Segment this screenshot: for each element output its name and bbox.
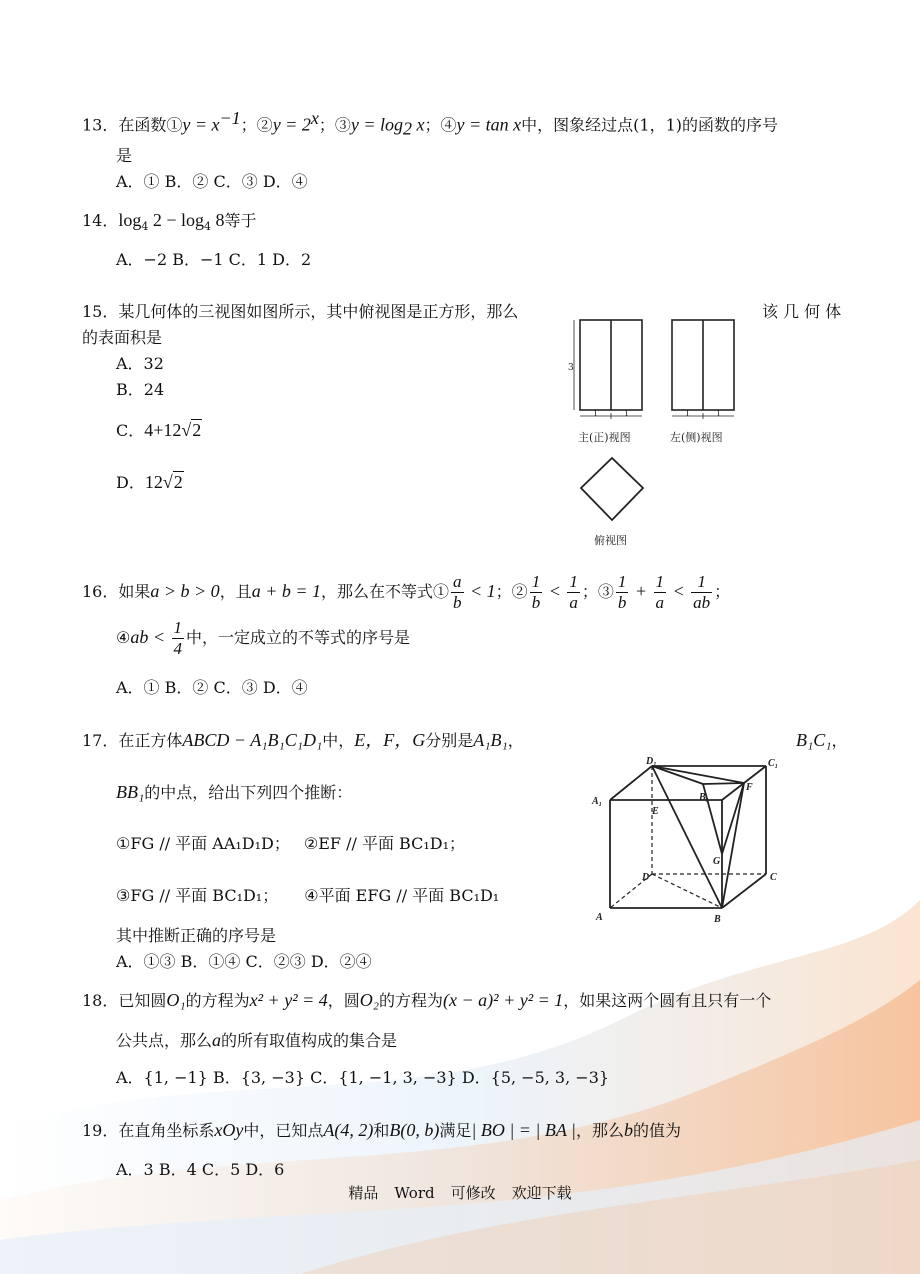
point-F: F — [746, 782, 753, 793]
q15-option-d: D．12√2 — [116, 472, 183, 492]
q18-options: A．{1, −1} B．{3, −3} C．{1, −1, 3, −3} D．{5, −5, 3, −3} — [116, 1068, 610, 1087]
q17-stem-right: B₁C₁， — [796, 730, 848, 750]
front-height-label: 3 — [568, 363, 574, 373]
q19-stem: 19．在直角坐标系xOy中，已知点A(4, 2)和B(0, b)满足| BO | = | BA |，那么b的值为 — [82, 1120, 682, 1140]
side-view — [672, 320, 734, 419]
q17-options: A．①③ B．①④ C．②③ D．②④ — [116, 952, 372, 971]
vertex-A: A — [596, 912, 603, 923]
q15-stem: 15．某几何体的三视图如图所示，其中俯视图是正方形，那么 — [82, 302, 519, 321]
front-view — [574, 320, 642, 419]
footer-text-2: Word — [394, 1184, 435, 1202]
q15-option-b: B．24 — [116, 380, 165, 399]
footer-text-1: 精品 — [348, 1184, 379, 1202]
side-view-label: 左(侧)视图 — [670, 431, 723, 444]
point-G: G — [713, 856, 721, 867]
q15-option-c: C．4+12√2 — [116, 420, 202, 440]
q16-options: A．① B．② C．③ D．④ — [116, 678, 308, 697]
q18-stem: 18．已知圆O₁的方程为x² + y² = 4，圆O₂的方程为(x − a)² + y² = 1，如果这两个圆有且只有一个 — [82, 990, 772, 1010]
footer-text-3: 可修改 — [450, 1184, 496, 1202]
front-width-label-2: 1 — [624, 409, 630, 418]
q13-stem: 13．在函数①y = $x^{-1}$；②y = $2^x$；③y = $\log_2 x$；④y = tan x中，图象经过点(1，1)的函数的序号 — [82, 108, 778, 139]
vertex-C1: C₁ — [768, 758, 779, 769]
q13-options: A．① B．② C．③ D．④ — [116, 172, 308, 191]
top-view-label: 俯视图 — [594, 534, 627, 547]
front-view-label: 主(正)视图 — [578, 431, 631, 444]
side-width-label-1: 1 — [685, 409, 691, 418]
q17-stem: 17．在正方体ABCD − A₁B₁C₁D₁中，E，F，G分别是A₁B₁， — [82, 730, 524, 750]
top-view-square — [581, 458, 643, 520]
three-view-figure — [560, 312, 750, 554]
q17-stem-question: 其中推断正确的序号是 — [116, 926, 277, 945]
vertex-D: D — [642, 872, 650, 883]
side-width-label-2: 1 — [716, 409, 722, 418]
q14-options: A．−2 B．−1 C．1 D．2 — [116, 250, 312, 269]
footer-text-4: 欢迎下载 — [511, 1184, 572, 1202]
q14-stem: 14．$\log_4 2 - \log_4 8$等于 — [82, 210, 257, 234]
q16-stem: 16．如果a > b > 0，且a + b = 1，那么在不等式① $\frac{a}{b}$ < 1；② $\frac{1}{b}$ < $\frac{1}{a}$ ；③ $\frac{1}{b}$ + $\frac{1}{a}$ < $\frac{1}{ab}$ ； — [82, 572, 731, 612]
front-width-label-1: 1 — [593, 409, 599, 418]
point-E: E — [652, 806, 659, 817]
q15-stem-right: 该 几 何 体 — [762, 302, 842, 321]
q17-premise-1-2: ①FG // 平面 AA₁D₁D； ②EF // 平面 BC₁D₁； — [116, 834, 465, 853]
vertex-D1: D₁ — [646, 756, 657, 767]
vertex-C: C — [770, 872, 777, 883]
q19-options: A．3 B．4 C．5 D．6 — [116, 1160, 285, 1179]
q15-stem-cont: 的表面积是 — [82, 328, 163, 347]
q13-stem-cont: 是 — [116, 146, 133, 165]
q17-premise-3-4: ③FG // 平面 BC₁D₁； ④平面 EFG // 平面 BC₁D₁ — [116, 886, 500, 905]
cube-figure — [586, 756, 786, 926]
vertex-A1: A₁ — [592, 796, 603, 807]
q18-stem-cont: 公共点，那么a的所有取值构成的集合是 — [116, 1030, 398, 1050]
vertex-B1: B₁ — [699, 792, 710, 803]
page-footer — [0, 1182, 920, 1203]
q17-stem-cont: BB₁的中点，给出下列四个推断： — [116, 782, 353, 802]
vertex-B: B — [714, 914, 721, 925]
q15-option-a: A．32 — [116, 354, 164, 373]
q16-stem-cont: ④ab < $\frac{1}{4}$ 中，一定成立的不等式的序号是 — [116, 618, 411, 658]
